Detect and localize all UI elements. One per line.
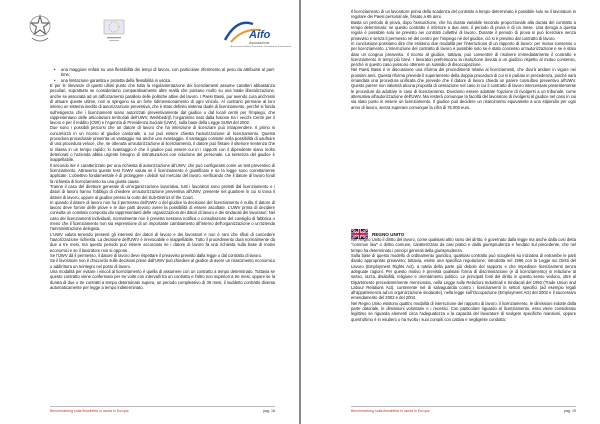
page-number: pag. 19 (564, 409, 576, 413)
paragraph: E per le rilevanze di questi ultimi punto che tutta la regolamentazione dei licenziamenti assume caratteri abbastanza peculiari, soprattutto se consideriamo comparativamente altre realtà che puntano molto su una totale liberalizzazione, anche se associata ad un rafforzamento parallelo delle politiche attive del lavoro. I Paesi Bassi, pur avendo cura anch'essi di attuare queste ultime, non si spingono su un forte ridimensionamento di ogni vincolo. Al contrario permane al loro interno un sistema inedito di autorizzazione preventiva, che è stato definito sistema duale di licenziamento, perché si fonda sull'esigenza che i licenziamenti siano autorizzati preventivamente dal giudice o dal locali centri per l'impiego, che rappresentano delle articolazioni territoriali dell'UWV, Werkbedrijf, l'organismo nato dalla fusione tra i vecchi Centri per il lavoro e per il reddito (CWI) e l'Agenzia di Previdenza Sociale (UWV), sulla base della Legge SUWI del 2002. (50, 82, 275, 126)
bullet-list (50, 67, 275, 83)
page-number: pag. 18 (263, 409, 275, 413)
eu-flag-icon (102, 16, 126, 44)
footer-divider (50, 406, 275, 407)
paragraph: Se l'UWV dà il permesso, il datore di lavoro deve rispettare il preavviso previsto dalla legge o dal contratto di lavoro. (50, 252, 263, 258)
footer-divider (351, 406, 576, 407)
logo-subtitle: Associazione Italiana Formazione Orientamento Professionale (230, 46, 291, 48)
right-body-text-top (351, 9, 576, 110)
right-page (301, 0, 600, 424)
paragraph: L'UWV valuta tenendo presenti gli interessi dei datori di lavoro e dei lavoratori e non è raro che rifiuti di concedere l'autorizzazione richiesta. La decisione dell'UWV è irrevocabile e inappellabile. Tutto il procedimento dura normalmente da due a tre mesi, ma questo periodo può essere accorciato se i datore di lavoro fa una richiesta sulla base di motivi economici e se il lavoratore non si oppone. (50, 231, 275, 253)
left-body-text (50, 67, 275, 290)
aifo-logo-icon (221, 14, 277, 46)
italian-republic-emblem-icon (28, 14, 52, 46)
page-header (0, 12, 299, 54)
paragraph: Sulla base di questo modello di ordinamento giuridico, qualsiasi contratto può sciogliersi su iniziativa di entrambe le parti dando appropriato preavviso; tuttavia, esiste una specifica regolazione, introdotta nel 1996 con la Legge sui Diritti del Lavoro (Employment Rights Act), a tutela della parte più debole del rapporto e che impedisce licenziamenti senza adeguate ragioni. Per questo motivo è prevista qualsiasi forma di discriminazione (e di licenziamento) in relazione al sesso, razza, disabilità, religione e orientamento politico. Le principali fonti del diritto in questo senso vedono, oltre al Dipartimento precedentemente menzionato, nella Legge sulle Relazioni Industriali e Sindacali del 1992 (Trade Union and Labour Relations Act), contenente nel di salvaguardia contro i licenziamenti in settori specifici (ad esempio legali all'appartenenza ad un organizzazione sindacale), nella legge sull'Occupazione (Employment Act) del 2002 e il successivo emendamento del 2002 e del 2004. (351, 252, 576, 301)
paragraph: Nel Regno Unito esistono quattro modalità di interruzione del rapporto di lavoro: il licenziamento, le dimissioni indotte dalla parte datoriale, le dimissioni volontarie e i recesso. Con particolare riguardo al licenziamento, esso viene considerato legittimo se riguarda elementi circa l'adeguatezza o la capacità del lavoratore di svolgere specifiche mansioni, oppure quest'ultimo è in esubero o ha svolto i suoi compiti con cattiva e negligente condotta; (351, 300, 576, 322)
footer-title: Benchmarking sulla flessibilità in uscita in Europa (50, 409, 129, 413)
section-title: REGNO UNITO (372, 231, 405, 237)
footer-title: Benchmarking sulla flessibilità in uscita in Europa (351, 409, 430, 413)
paragraph: Due sono i possibili percorsi che un datore di lavoro che ha intenzione di licenziare può intraprendere. Il primo si concretizza in un ricorso al giudice cantonale, a cui può essere chiesta l'autorizzazione al licenziamento. Questa procedura procedurale presenta un vantaggio ma anche uno svantaggio. Il vantaggio consiste nella possibilità di usufruire di una procedura veloce, che, se ottenuta un'autorizzazione al licenziamento, il datore può fissare il ulteriore sentenza che si rilassa in un tempo rapido; lo svantaggio è che il giudice può essere cui in i rapporti con il dipendente siano molto deteriorati o l'azienda abbia urgente bisogno di ristrutturazioni con riduzione del personale. La sentenza del giudice è inappellabile. (50, 125, 275, 163)
paragraph: In conclusione possiamo dire che esistono due modalità per l'interruzione di un rapporto di lavoro: per mutuo consenso o per licenziamento. L'interruzione del contratto di lavoro è possibile solo se è stato concesso un'autorizzazione e se è stato dato un congruo preavviso. Il ricorso al giudice, tuttavia, può consentire di risolvere immediatamente il contratto e licenziamento in tempi più brevi. I lavoratori preferiscono la risoluzione dovuta a un giudizio rispetto al mutuo consenso, perché in questo caso possono ottenere un sussidio di disoccupazione. (351, 40, 576, 68)
logo-brand-text: Aifo (249, 29, 271, 41)
page-footer (50, 409, 275, 416)
logo-tag-text: Associazione (249, 41, 270, 45)
list-item: • una maggiore enfasi su una flessibilità dei tempi di lavoro, con particolare riferimento al peso da attribuirsi al part-time; (50, 67, 275, 78)
right-body-text-bottom (351, 237, 576, 322)
paragraph: In quando il datore di lavoro non ha il permesso dell'UWV o del giudice la decisione del licenziamento è nulla. Il datore di lavoro deve fornire delle prove e le due parti devono avere la possibilità di essere ascoltate. L'UWV prima di decidere consulta un comitato composto dai rappresentanti delle organizzazioni dei datori di lavoro e dei sindacati dei lavoratori. Nel caso dei licenziamenti individuali, normalmente non è prevista nessuna notifica o consultazione del consiglio di fabbrica o meno che il licenziamento non sia espressione di un importante cambiamento all'interno dell'organizzazione o un'azienda l'amministrazione delegata. (50, 199, 275, 232)
list-item: • una limitazione garantita e protetta della flessibilità in uscita. (50, 78, 275, 83)
paragraph: Nel Paesi Bassi è in discussione una riforma dei procedimenti relativi ai licenziamenti, che dovrà andare in vigore nei prossimi anni. Questa riforma prevede il superamento della doppia procedura di cui si è parlato in precedenza, poiché sarà rimandata una procedura unificata che prevede che il datore di lavoro chieda un parere consultivo preventivo all'UWV. Questo parere non valuterà alcuna proposta di cessazione nel caso in cui il contratto di lavoro intercessato presentemente le procedure da adottare in caso di licenziamento. Dovranno essere adottate l'opzione di rivolgersi a un tribunale, come alternativa all'autorizzazione dell'UWV. Ma resterà comunque la facoltà del lavoratore di rivolgersi al giudice nel caso in cui sia stato posto in essere un licenziamento. Il giudice può decidere un risarcimento equivalente a uno stipendio per ogni anno di lavoro, senza superare comunque la cifra di 75.000 euro. (351, 67, 576, 110)
left-page (0, 0, 299, 424)
paragraph: Basta un periodo di prova, dopo l'assunzione, che ha durata variabile secondo proporzionale alla durata del contratto a tempo determinato: se questo contratto è inferiore a due anni, il periodo di prova è di un mese. Una deroga a questa regola è possibile solo se previsto nei contratti collettivi di lavoro. Durante il periodo di prova si può licenziare senza preavviso e senza il permesso né del centro per l'impiego né del giudice, ciò si è previsto dal contratto di lavoro. (351, 19, 576, 41)
paragraph: Nel Regno Unito il diritto del lavoro, come qualsiasi altro ramo del diritto, è governato dalla legge ma anche dalla così detta "common law" o diritto comune, caratterizzato da casi pratici e dalla giurisprudenza e fondato sul precedente, che nel tempo ha determinato i principi generali della giurisprudenza. (351, 237, 576, 253)
paragraph: Il licenziamento di un lavoratore prima della scadenza del contratto a tempo determinato è possibile solo se il lavoratore in regolare dei Paesi personal ale, fissato a 65 anni. (351, 9, 576, 20)
paragraph: Tranne il caso del direttore generale di un'organizzazione lavorativa, tutti i lavoratori sono protetti dal licenziamento e i datori di lavoro hanno l'obbligo di chiedere un'autorizzazione preventiva all'UWV, presente nel quartiere in cui si trova il datore di lavoro, oppure al giudice presso la corte del Sub-District of the Court. (50, 183, 275, 200)
page-footer (351, 409, 576, 416)
paragraph: Il secondo iter è caratterizzato per una richiesta di autorizzazione all'UWV, che può configurarsi come un test preventivo di licenziamento. Attraverso questo test l'UWV valuta se il licenziamento è giustificato e se la legge sono correttamente applicate. L'obiettivo fondamentale è di proteggere i deboli sul mercato del lavoro, verificando che il datore di lavoro fondi la richiesta di licenziamento su una giusta causa. (50, 162, 275, 184)
paragraph: Se il lavoratore non è d'accordo sulle decisioni prese dall'UWV può chiedere al giudice di avere un risarcimento economico o addirittura un reintegro nel posto di lavoro. (50, 258, 275, 269)
paragraph: Una modalità per evitare i vincoli al licenziamento è quella di assumere con un contratto a tempo determinato. Tuttavia se questo contratto viene confermato per tre volte con intervalli tra un contratto e l'altro non superiori a tre mesi, oppure se la durata di due o tre contratti a tempo determinato supera, un periodo complessivo di 36 mesi, il suddetto contratto diventa automaticamente per legge a tempo indeterminato. (50, 268, 275, 290)
